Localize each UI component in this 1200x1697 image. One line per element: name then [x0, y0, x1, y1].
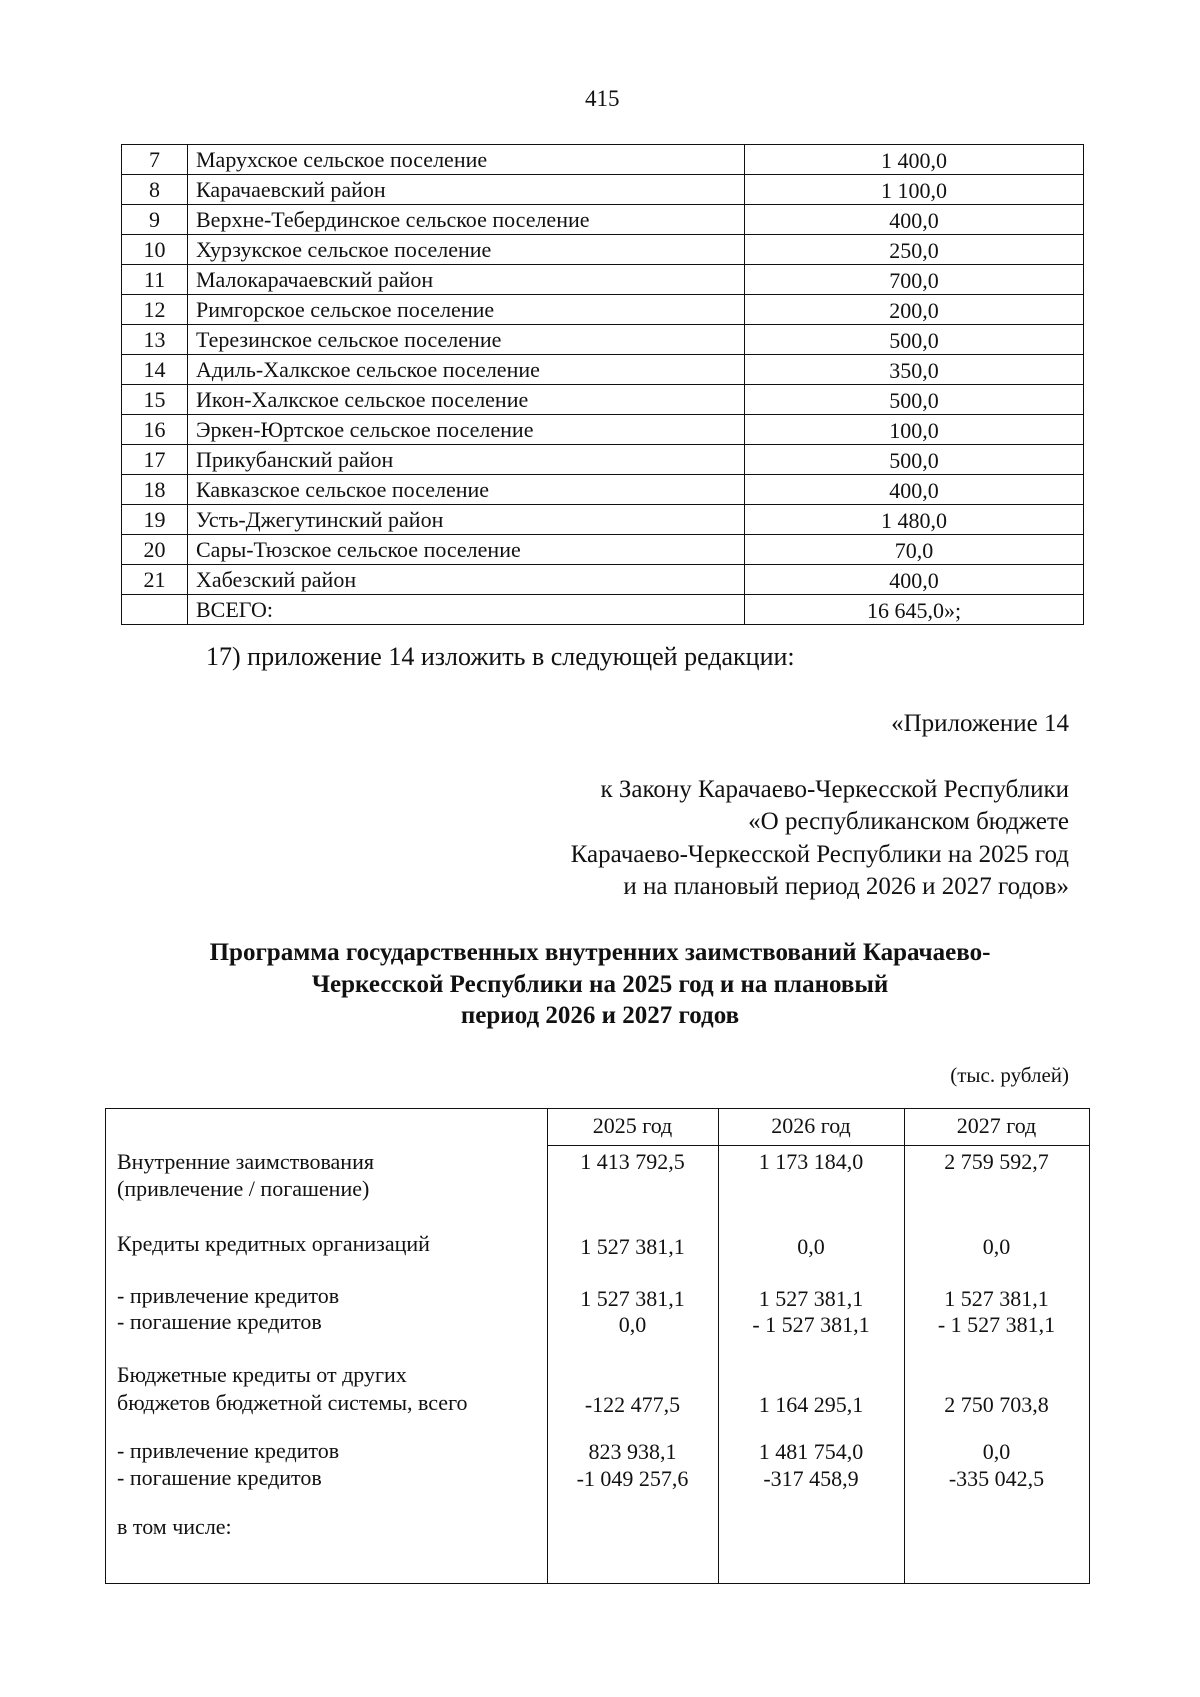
row-name: Марухское сельское поселение — [188, 145, 745, 175]
table-row — [122, 265, 1084, 295]
row-label: бюджетов бюджетной системы, всего — [117, 1390, 468, 1415]
table-row — [122, 145, 1084, 175]
row-value: 400,0 — [745, 565, 1084, 595]
row-value: 500,0 — [745, 385, 1084, 415]
row-name: Икон-Халкское сельское поселение — [188, 385, 745, 415]
row-number: 10 — [122, 235, 188, 265]
empty-cell — [122, 595, 188, 625]
table-row — [122, 445, 1084, 475]
total-row — [122, 595, 1084, 625]
row-value: 400,0 — [745, 205, 1084, 235]
total-label: ВСЕГО: — [188, 595, 745, 625]
row-number: 17 — [122, 445, 188, 475]
row-value-2025: 0,0 — [618, 1312, 647, 1337]
appendix-line: Карачаево-Черкесской Республики на 2025 год — [570, 841, 1069, 868]
program-title-line: период 2026 и 2027 годов — [460, 1002, 740, 1029]
row-number: 21 — [122, 565, 188, 595]
row-number: 8 — [122, 175, 188, 205]
row-label: Внутренние заимствования — [117, 1149, 374, 1174]
row-value-2027: - 1 527 381,1 — [937, 1312, 1056, 1337]
row-name: Терезинское сельское поселение — [188, 325, 745, 355]
row-name: Усть-Джегутинский район — [188, 505, 745, 535]
row-number: 14 — [122, 355, 188, 385]
row-value-2026: 0,0 — [797, 1234, 825, 1259]
row-name: Эркен-Юртское сельское поселение — [188, 415, 745, 445]
row-number: 9 — [122, 205, 188, 235]
appendix-line: и на плановый период 2026 и 2027 годов» — [623, 873, 1069, 900]
row-name: Хабезский район — [188, 565, 745, 595]
row-name: Кавказское сельское поселение — [188, 475, 745, 505]
column-divider — [904, 1109, 905, 1583]
borrowing-program-table — [105, 1108, 1090, 1584]
table-row — [122, 565, 1084, 595]
column-divider — [718, 1109, 719, 1583]
row-value: 70,0 — [745, 535, 1084, 565]
appendix-title: «Приложение 14 — [891, 710, 1069, 737]
row-name: Карачаевский район — [188, 175, 745, 205]
header-2026: 2026 год — [771, 1113, 851, 1138]
row-value-2027: 2 750 703,8 — [944, 1392, 1049, 1417]
table-row — [122, 325, 1084, 355]
table-row — [122, 475, 1084, 505]
row-value: 100,0 — [745, 415, 1084, 445]
row-value-2026: 1 481 754,0 — [758, 1439, 864, 1464]
row-value-2027: 1 527 381,1 — [944, 1286, 1049, 1311]
table-row — [122, 235, 1084, 265]
row-name: Малокарачаевский район — [188, 265, 745, 295]
row-number: 11 — [122, 265, 188, 295]
row-value: 500,0 — [745, 325, 1084, 355]
row-label: - привлечение кредитов — [117, 1283, 340, 1308]
row-number: 7 — [122, 145, 188, 175]
table-row — [122, 505, 1084, 535]
row-name: Хурзукское сельское поселение — [188, 235, 745, 265]
column-divider — [547, 1109, 548, 1583]
row-label: Кредиты кредитных организаций — [117, 1231, 430, 1256]
row-value: 1 100,0 — [745, 175, 1084, 205]
row-value-2025: 823 938,1 — [588, 1439, 677, 1464]
row-value-2026: 1 173 184,0 — [758, 1149, 864, 1174]
row-label: - привлечение кредитов — [117, 1438, 340, 1463]
table-row — [122, 205, 1084, 235]
row-value: 700,0 — [745, 265, 1084, 295]
row-label: - погашение кредитов — [117, 1465, 322, 1490]
row-name: Римгорское сельское поселение — [188, 295, 745, 325]
header-2025: 2025 год — [592, 1113, 673, 1138]
table-row — [122, 295, 1084, 325]
row-value-2027: -335 042,5 — [948, 1466, 1045, 1491]
row-value-2026: -317 458,9 — [763, 1466, 859, 1491]
units-label: (тыс. рублей) — [950, 1063, 1069, 1087]
row-value-2027: 0,0 — [982, 1234, 1011, 1259]
row-label: - погашение кредитов — [117, 1309, 322, 1334]
table-row — [122, 385, 1084, 415]
table-row — [122, 175, 1084, 205]
row-value-2026: 1 527 381,1 — [758, 1286, 864, 1311]
row-number: 20 — [122, 535, 188, 565]
allocation-table — [121, 144, 1084, 625]
row-number: 18 — [122, 475, 188, 505]
row-label: в том числе: — [117, 1514, 232, 1539]
row-value-2025: -122 477,5 — [584, 1392, 681, 1417]
header-2027: 2027 год — [956, 1113, 1037, 1138]
row-value-2026: 1 164 295,1 — [758, 1392, 864, 1417]
row-label: Бюджетные кредиты от других — [117, 1362, 407, 1387]
row-value: 250,0 — [745, 235, 1084, 265]
row-value-2027: 2 759 592,7 — [944, 1149, 1049, 1174]
row-name: Адиль-Халкское сельское поселение — [188, 355, 745, 385]
appendix-line: «О республиканском бюджете — [748, 808, 1069, 835]
row-value: 1 400,0 — [745, 145, 1084, 175]
table-row — [122, 415, 1084, 445]
row-value-2025: -1 049 257,6 — [576, 1466, 689, 1491]
row-number: 12 — [122, 295, 188, 325]
row-value-2027: 0,0 — [982, 1439, 1011, 1464]
row-value-2025: 1 527 381,1 — [580, 1234, 685, 1259]
item-17-text: 17) приложение 14 изложить в следующей редакции: — [206, 642, 795, 671]
total-value: 16 645,0»; — [745, 595, 1084, 625]
row-number: 13 — [122, 325, 188, 355]
row-value: 400,0 — [745, 475, 1084, 505]
row-value: 200,0 — [745, 295, 1084, 325]
row-value: 500,0 — [745, 445, 1084, 475]
page-number: 415 — [585, 86, 620, 111]
row-value-2026: - 1 527 381,1 — [752, 1312, 870, 1337]
row-value-2025: 1 527 381,1 — [580, 1286, 685, 1311]
row-name: Прикубанский район — [188, 445, 745, 475]
table-row — [122, 355, 1084, 385]
row-name: Верхне-Тебердинское сельское поселение — [188, 205, 745, 235]
row-number: 19 — [122, 505, 188, 535]
row-value: 350,0 — [745, 355, 1084, 385]
program-title-line: Черкесской Республики на 2025 год и на плановый — [311, 971, 889, 998]
appendix-line: к Закону Карачаево-Черкесской Республики — [600, 776, 1069, 803]
header-divider — [547, 1145, 1089, 1146]
table-row — [122, 535, 1084, 565]
program-title-line: Программа государственных внутренних заимствований Карачаево- — [209, 939, 991, 966]
row-value-2025: 1 413 792,5 — [580, 1149, 685, 1174]
row-value: 1 480,0 — [745, 505, 1084, 535]
row-label: (привлечение / погашение) — [117, 1176, 370, 1201]
row-name: Сары-Тюзское сельское поселение — [188, 535, 745, 565]
row-number: 16 — [122, 415, 188, 445]
row-number: 15 — [122, 385, 188, 415]
